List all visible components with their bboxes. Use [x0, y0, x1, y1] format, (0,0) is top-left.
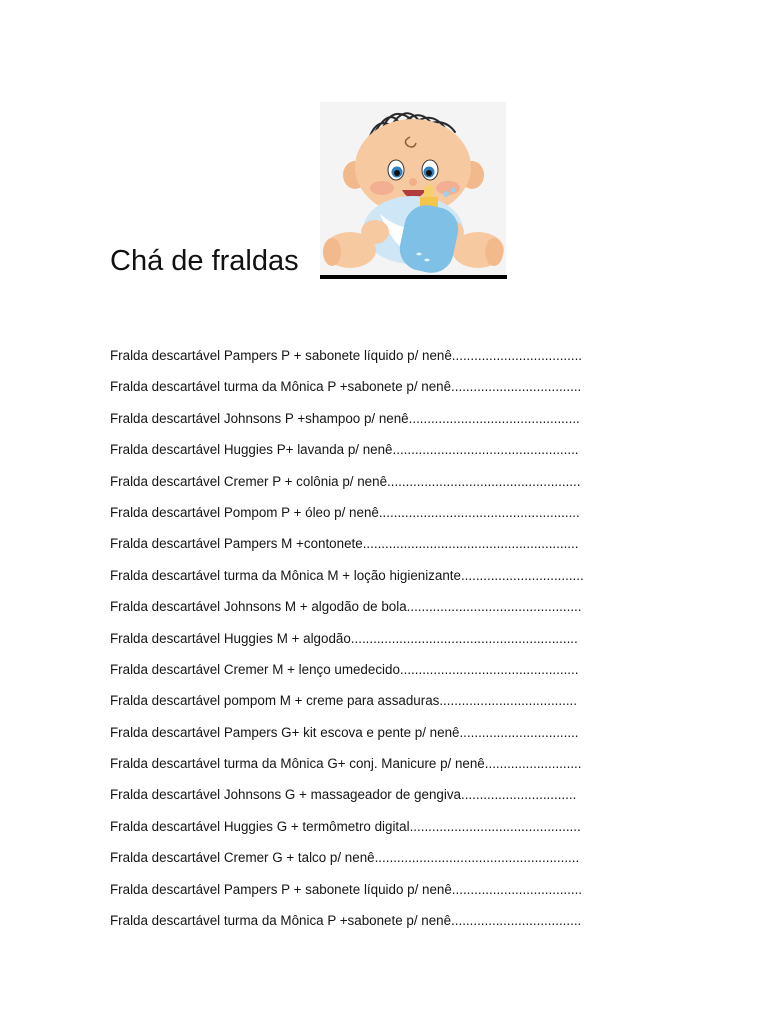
list-item: Fralda descartável Johnsons M + algodão de bola............................................... — [110, 599, 582, 615]
list-item: Fralda descartável Johnsons P +shampoo p/ nenê.............................................. — [110, 410, 580, 426]
list-item: Fralda descartável Huggies M + algodão............................................................. — [110, 630, 578, 646]
list-item: Fralda descartável turma da Mônica P +sabonete p/ nenê................................... — [110, 913, 582, 929]
list-item: Fralda descartável turma da Mônica P +sabonete p/ nenê................................... — [110, 379, 582, 395]
list-item: Fralda descartável turma da Mônica M + loção higienizante................................. — [110, 567, 584, 583]
list-item: Fralda descartável Pampers G+ kit escova e pente p/ nenê................................ — [110, 724, 579, 740]
list-item: Fralda descartável Pampers P + sabonete líquido p/ nenê................................... — [110, 881, 583, 897]
list-item: Fralda descartável pompom M + creme para assaduras..................................... — [110, 693, 577, 709]
list-item: Fralda descartável Cremer M + lenço umedecido................................................ — [110, 661, 579, 677]
list-item: Fralda descartável Huggies P+ lavanda p/ nenê.................................................. — [110, 442, 579, 458]
list-item: Fralda descartável turma da Mônica G+ conj. Manicure p/ nenê.......................... — [110, 756, 582, 772]
baby-with-bottle-illustration — [320, 102, 506, 275]
list-item: Fralda descartável Johnsons G + massageador de gengiva............................... — [110, 787, 577, 803]
title-underline — [320, 275, 507, 279]
list-item: Fralda descartável Cremer G + talco p/ nenê....................................................... — [110, 850, 580, 866]
list-item: Fralda descartável Cremer P + colônia p/ nenê.................................................... — [110, 473, 581, 489]
title: Chá de fraldas — [110, 245, 299, 277]
list-item: Fralda descartável Pompom P + óleo p/ nenê...................................................... — [110, 504, 580, 520]
gift-list — [110, 344, 670, 940]
list-item: Fralda descartável Pampers P + sabonete líquido p/ nenê................................... — [110, 348, 583, 363]
list-item: Fralda descartável Huggies G + termômetro digital.............................................. — [110, 818, 581, 834]
list-item: Fralda descartável Pampers M +contonete.......................................................... — [110, 536, 579, 552]
